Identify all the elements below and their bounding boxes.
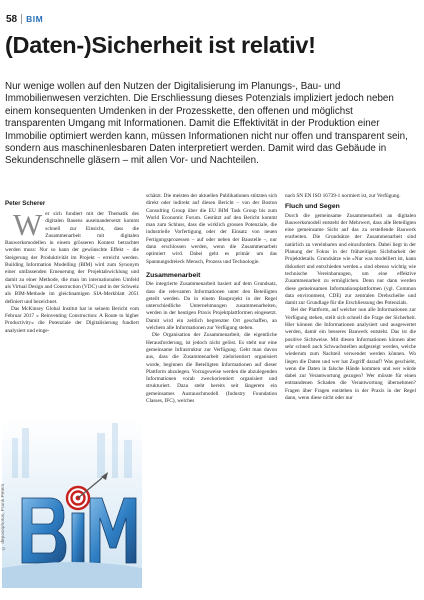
drop-cap: W	[13, 207, 43, 242]
body-column-3	[285, 193, 416, 402]
page-number: 58	[6, 13, 18, 25]
col3-paragraph-1: nach SN EN ISO 16739-1 normiert ist, zur Verfügung.	[285, 193, 401, 199]
col3-paragraph-2: Durch die gemeinsame Zusammenarbeit an digitalen Bauwerksmodell entsteht der Mehrwert, dass alle Beteiligten eine gemeinsame Sicht auf das zu erstellende Bauwerk erarbeiten. Die Grundsätze der Zusammenarbeit sind natürlich zu vereinbaren und einzufordern. Dabei liegt in der Planung der Fokus in der frühzeitigen Sichtbarkeit der Projektdetails. Grundsätze wie «Nur was modelliert ist, kann diskutiert und entschieden werden.» sind ebenso wichtig wie technische Vereinbarungen, um eine effektive Zusammenarbeit zu ermöglichen. Denn nur dann werden diese gemeinsamen Informationsplattformen (vgl. Common data environment, CDE) zur zentralen Drehscheibe und damit zur Grundlage für die Erschliessung des Potenzials.	[285, 212, 416, 307]
bim-illustration	[2, 418, 142, 588]
author-name: Peter Scherer	[5, 200, 46, 207]
col2-paragraph-1: schätzt. Die meisten der aktuellen Publikationen stützten sich direkt oder indirekt auf diesen Bericht – von der Boston Consulting Group über die EU BIM Task Group bis zum World Economic Forum. Gestützt auf den Bericht kommt man zum Schluss, dass die wirklich grossen Potenziale, die industrielle Vorfertigung oder der Einsatz von neuen Fertigungsprozessen – auf oder neben der Baustelle –, nur dann erschlossen werden, wenn die Zusammenarbeit optimiert wird. Dabei geht es primär um das Spannungsdreieck Mensch, Prozess und Technologie.	[146, 193, 277, 265]
body-column-1	[5, 207, 139, 335]
col2-paragraph-2: Die integrierte Zusammenarbeit basiert auf dem Grundsatz, dass die relevanten Informationen unter den Beteiligten geteilt werden. Da in einem Bauprojekt in der Regel unterschiedliche Unternehmungen zusammenarbeiten, werden in der heutigen Praxis Projektplattformen eingesetzt. Damit wird ein zeitlich begrenzter Ort geschaffen, an welchem alle Informationen zur Verfügung stehen.	[146, 281, 277, 332]
body-column-2	[146, 193, 277, 405]
subheading-zusammenarbeit: Zusammenarbeit	[146, 271, 201, 279]
article-title: (Daten-)Sicherheit ist relativ!	[5, 32, 316, 58]
col1-paragraph-2: Das McKinsey Global Institut hat in seinem Bericht vom Februar 2017 « Reinventing Construction: A Route to higher Productivity» die Potenziale der Digitalisierung fundiert analysiert und einge-	[5, 305, 139, 334]
photo-credit: © depositphotos, Frank Peters	[1, 483, 6, 550]
subheading-fluch-und-segen: Fluch und Segen	[285, 203, 340, 211]
page-header	[0, 12, 43, 26]
col3-paragraph-3: Bei der Plattform, auf welcher nun alle Informationen zur Verfügung stehen, stellt sich schnell die Frage der Sicherheit. Hier können die Informationen analysiert und ausgewertet werden, damit ein besseres Bauwerk entsteht. Das ist die positive Sichtweise. Mit diesen Informationen können aber sehr schnell auch Schwachstellen aufgezeigt werden, welche wiederum zum Nachteil verwendet werden können. Wo liegen die Daten und wer hat Zugriff darauf? Was geschieht, wenn die Daten in falsche Hände kommen und wer würde dabei zur Verantwortung gezogen? Wer müsste für einen entstandenen Schaden die Verantwortung übernehmen? Fragen über Fragen entstehen in der Praxis in der Regel dann, wenn diese nicht oder nur	[285, 307, 416, 402]
col2-paragraph-3: Die Organisation der Zusammenarbeit, die eigentliche Herausforderung, ist jedoch nicht gelöst. Es steht nur eine gemeinsame Infrastruktur zur Verfügung. Geht man davon aus, dass die Zusammenarbeit zielorientiert organisiert wurde, beginnen die Beteiligten Informationen auf dieser Plattform abzulegen. Vorzugsweise werden die abzulegenden Informationen vorab zweckorientiert organisiert und strukturiert. Dazu steht bereits seit längerem ein gemeinsames Austauschmodell (Industry Foundation Classes, IFC), welches	[146, 332, 277, 405]
lead-paragraph: Nur wenige wollen auf den Nutzen der Digitalisierung im Planungs-, Bau- und Immobilienwesen verzichten. Die Erschliessung dieses Potenzials impliziert jedoch neben einem konsequenten Umdenken in der Prozesskette, den offenen und möglichst transparenten Umgang mit Informationen. Damit die Effektivität in der Produktion einer Immobilie optimiert werden kann, müssen Informationen nicht nur offen und transparent sein, sondern aus maschinenlesbaren Daten interpretiert werden. Damit wird das Gebäude in Sekundenschnelle gläsern – mit allen Vor- und Nachteilen.	[5, 81, 408, 167]
section-label: BIM	[21, 14, 43, 24]
col1-paragraph-1: er sich fundiert mit der Thematik des digitalen Bauens auseinandersetzt kommt schnell zur Einsicht, dass die Zusammenarbeit mit digitalen Bauwerksmodellen in einem grösseren Kontext betrachtet werden muss: Nur so kann der gewünschte Effekt – die Steigerung der Produktivität im Projekt – erreicht werden. Building Information Modelling (BIM) wird zum Synonym einer umfassenden Erneuerung der Projektabwicklung und damit zu einer Methode, die man im internationalen Umfeld als Virtual Design and Construction (VDC) und in der Schweiz als BIM-Methode im gleichnamigen SIA-Merkblatt 2051 definiert und bezeichnet.	[5, 211, 139, 305]
